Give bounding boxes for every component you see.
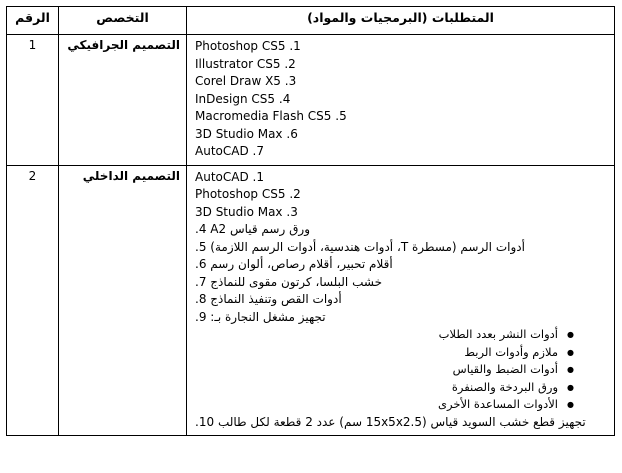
requirements-list-tail — [193, 414, 608, 432]
sub-list-item: ● أدوات الضبط والقياس — [193, 361, 574, 379]
sub-requirements-list — [193, 326, 608, 414]
list-item — [193, 73, 608, 91]
requirements-table — [6, 6, 615, 436]
row-number-cell: 2 — [7, 165, 59, 436]
list-item — [193, 256, 608, 274]
item-number: 6. — [195, 257, 207, 271]
list-item — [193, 56, 608, 74]
list-item — [193, 221, 608, 239]
requirements-cell — [187, 35, 615, 166]
table-row — [7, 165, 615, 436]
item-text: أدوات الرسم (مسطرة T، أدوات هندسية، أدوات الرسم اللازمة) — [210, 239, 525, 254]
item-number: 4. — [195, 222, 207, 236]
list-item — [193, 291, 608, 309]
column-header-requirements: المتطلبات (البرمجيات والمواد) — [187, 7, 615, 35]
item-text: أدوات القص وتنفيذ النماذج — [210, 292, 342, 306]
item-number: 4. — [278, 91, 291, 106]
item-number: 1. — [252, 169, 264, 184]
item-text: أقلام تحبير، أقلام رصاص، ألوان رسم — [210, 257, 393, 271]
item-text: تجهيز مشغل النجارة بـ: — [210, 309, 326, 324]
item-number: 7. — [252, 144, 264, 158]
item-number: 3. — [284, 74, 297, 88]
list-item — [193, 169, 608, 187]
item-number: 6. — [286, 126, 298, 141]
item-text: Corel Draw X5 — [195, 74, 281, 88]
sub-list-item: ● ورق البردخة والصنفرة — [193, 379, 574, 397]
table-header-row — [7, 7, 615, 35]
item-number: 2. — [284, 56, 296, 71]
requirements-list — [193, 169, 608, 327]
item-text: 3D Studio Max — [195, 204, 283, 219]
list-item — [193, 204, 608, 222]
table-body — [7, 35, 615, 436]
list-item — [193, 239, 608, 257]
specialty-cell: التصميم الداخلي — [59, 165, 187, 436]
requirements-list — [193, 38, 608, 161]
item-number: 5. — [195, 239, 207, 254]
column-header-number: الرقم — [7, 7, 59, 35]
item-number: 8. — [195, 292, 207, 306]
table-row — [7, 35, 615, 166]
item-text: AutoCAD — [195, 169, 249, 184]
list-item — [193, 309, 608, 327]
specialty-cell: التصميم الجرافيكي — [59, 35, 187, 166]
list-item — [193, 274, 608, 292]
item-text: Illustrator CS5 — [195, 56, 281, 71]
item-text: Photoshop CS5 — [195, 39, 286, 53]
item-text: Macromedia Flash CS5 — [195, 109, 332, 123]
item-text: Photoshop CS5 — [195, 187, 286, 201]
sub-list-item: ● ملازم وأدوات الربط — [193, 344, 574, 362]
item-text: خشب البلسا، كرتون مقوى للنماذج — [210, 274, 382, 289]
list-item — [193, 38, 608, 56]
item-number: 7. — [195, 274, 207, 289]
item-number: 10. — [195, 414, 215, 429]
list-item — [193, 414, 608, 432]
item-text: AutoCAD — [195, 144, 249, 158]
row-number-cell: 1 — [7, 35, 59, 166]
item-text: ورق رسم قياس A2 — [210, 222, 310, 236]
list-item — [193, 186, 608, 204]
sub-list-item: ● الأدوات المساعدة الأخرى — [193, 396, 574, 414]
sub-list-item: ● أدوات النشر بعدد الطلاب — [193, 326, 574, 344]
item-number: 3. — [286, 204, 298, 219]
item-number: 9. — [195, 309, 207, 324]
list-item — [193, 108, 608, 126]
list-item — [193, 126, 608, 144]
table-header — [7, 7, 615, 35]
list-item — [193, 91, 608, 109]
item-number: 5. — [335, 109, 347, 123]
requirements-cell — [187, 165, 615, 436]
item-text: 3D Studio Max — [195, 126, 283, 141]
item-number: 2. — [289, 187, 301, 201]
item-number: 1. — [289, 39, 301, 53]
item-text: InDesign CS5 — [195, 91, 276, 106]
list-item — [193, 143, 608, 161]
column-header-specialty: التخصص — [59, 7, 187, 35]
item-text: تجهيز قطع خشب السويد قياس (15x5x2.5 سم) عدد 2 قطعة لكل طالب — [217, 414, 586, 429]
